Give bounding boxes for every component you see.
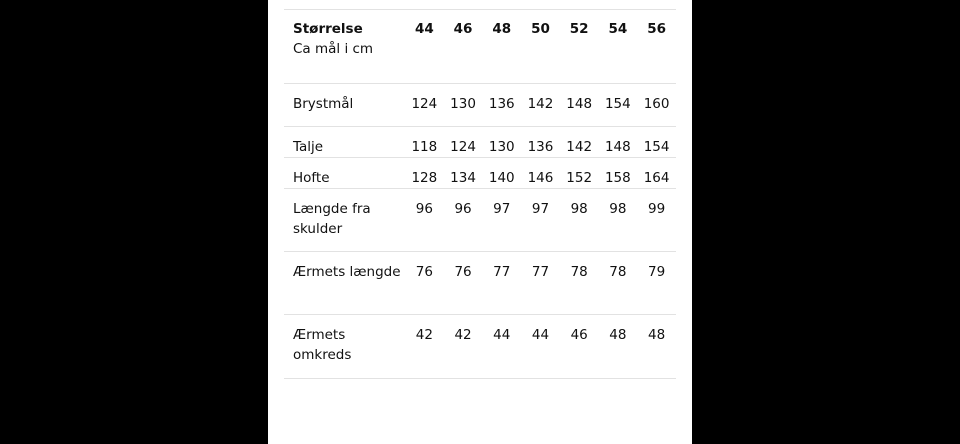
table-cell: 130 — [450, 96, 476, 112]
table-cell: 118 — [411, 139, 438, 155]
table-cell: 44 — [493, 327, 511, 343]
page-content — [268, 0, 692, 444]
table-cell: 44 — [531, 327, 550, 343]
table-cell: 42 — [454, 327, 472, 343]
table-cell: 128 — [411, 170, 438, 186]
table-cell: 136 — [527, 139, 554, 155]
table-cell: 42 — [415, 327, 433, 343]
row-label: Brystmål — [293, 96, 354, 112]
table-header-row — [284, 10, 676, 84]
header-label-cell — [284, 10, 405, 84]
table-cell: 97 — [493, 201, 511, 217]
table-cell: 48 — [609, 327, 627, 343]
row-label: Længde fra skulder — [293, 201, 371, 237]
table-cell: 152 — [566, 170, 593, 186]
table-row — [284, 84, 676, 127]
table-cell: 78 — [570, 264, 588, 280]
size-header: 44 — [414, 21, 434, 37]
table-cell: 140 — [488, 170, 515, 186]
table-cell: 79 — [648, 264, 666, 280]
size-chart-table — [284, 9, 676, 379]
table-cell: 146 — [527, 170, 554, 186]
table-cell: 154 — [643, 139, 670, 155]
table-cell: 48 — [648, 327, 666, 343]
table-row — [284, 189, 676, 252]
table-cell: 98 — [570, 201, 588, 217]
table-row — [284, 252, 676, 315]
size-header: 48 — [492, 21, 512, 37]
table-cell: 136 — [488, 96, 515, 112]
table-cell: 142 — [566, 139, 593, 155]
table-cell: 134 — [450, 170, 476, 186]
table-cell: 99 — [648, 201, 666, 217]
table-cell: 76 — [415, 264, 433, 280]
table-cell: 154 — [604, 96, 631, 112]
table-cell: 164 — [643, 170, 670, 186]
size-header: 46 — [453, 21, 473, 37]
row-label: Talje — [293, 139, 324, 155]
table-row — [284, 315, 676, 379]
size-header-title: Størrelse — [293, 21, 363, 37]
size-header: 52 — [569, 21, 589, 37]
table-cell: 124 — [450, 139, 476, 155]
table-cell: 148 — [604, 139, 631, 155]
table-row — [284, 158, 676, 189]
table-cell: 142 — [527, 96, 554, 112]
table-cell: 158 — [604, 170, 631, 186]
table-cell: 130 — [488, 139, 515, 155]
table-cell: 124 — [411, 96, 438, 112]
table-cell: 46 — [570, 327, 588, 343]
table-cell: 96 — [454, 201, 472, 217]
size-header: 50 — [531, 21, 550, 37]
table-cell: 78 — [609, 264, 627, 280]
table-cell: 98 — [609, 201, 627, 217]
table-cell: 77 — [531, 264, 550, 280]
size-header-subtitle: Ca mål i cm — [293, 41, 374, 57]
table-cell: 160 — [643, 96, 670, 112]
size-header: 56 — [647, 21, 666, 37]
row-label: Ærmets længde — [293, 264, 401, 280]
table-cell: 97 — [531, 201, 550, 217]
row-label: Ærmets omkreds — [293, 327, 352, 363]
table-cell: 77 — [493, 264, 511, 280]
row-label: Hofte — [293, 170, 330, 186]
table-cell: 76 — [454, 264, 472, 280]
table-cell: 148 — [566, 96, 593, 112]
table-row — [284, 127, 676, 158]
size-header: 54 — [608, 21, 628, 37]
table-cell: 96 — [415, 201, 433, 217]
